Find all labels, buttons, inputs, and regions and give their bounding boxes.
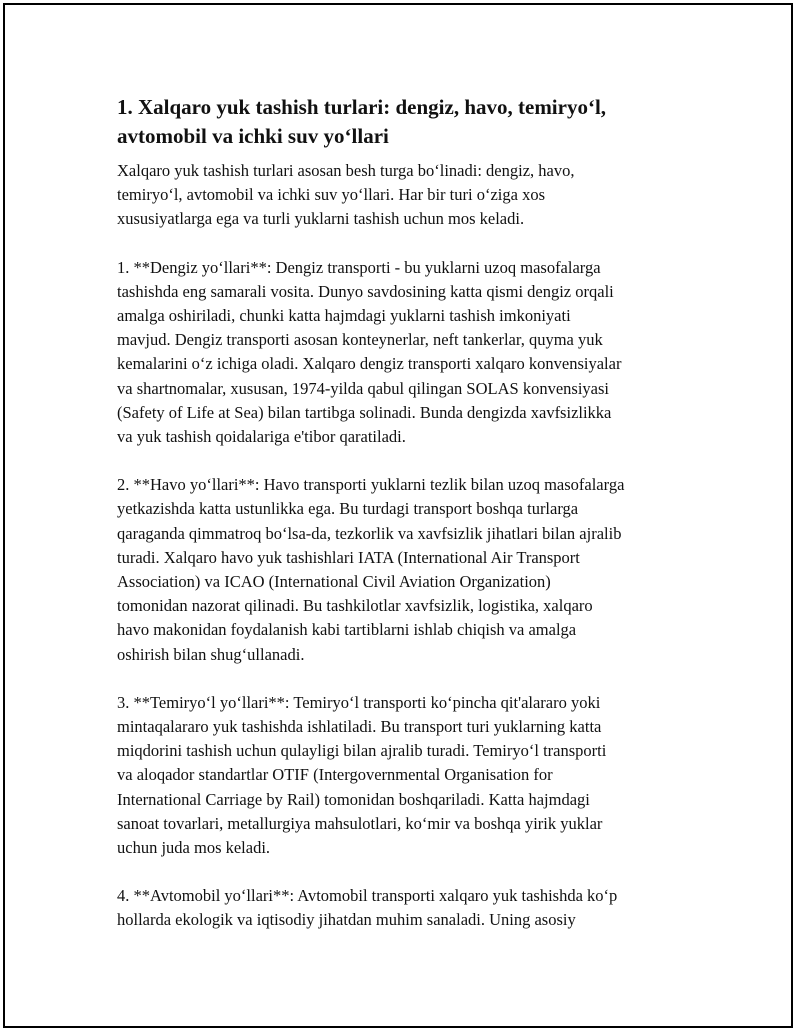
paragraph-line: va yuk tashish qoidalariga e'tibor qaratiladi. (117, 427, 406, 447)
paragraph-line: 3. **Temiryo‘l yo‘llari**: Temiryo‘l transporti ko‘pincha qit'alararo yoki (117, 692, 601, 712)
paragraph-line: (Safety of Life at Sea) bilan tartibga solinadi. Bunda dengizda xavfsizlikka (117, 402, 612, 422)
heading-line: avtomobil va ichki suv yo‘llari (117, 124, 389, 148)
paragraph-line: kemalarini o‘z ichiga oladi. Xalqaro dengiz transporti xalqaro konvensiyalar (117, 354, 622, 374)
intro-paragraph (117, 159, 687, 232)
road-routes-paragraph (117, 884, 687, 932)
paragraph-line: tashishda eng samarali vosita. Dunyo savdosining katta qismi dengiz orqali (117, 281, 614, 301)
paragraph-line: amalga oshiriladi, chunki katta hajmdagi yuklarni tashish imkoniyati (117, 306, 571, 326)
paragraph-line: uchun juda mos keladi. (117, 838, 271, 858)
paragraph-line: qaraganda qimmatroq bo‘lsa-da, tezkorlik va xavfsizlik jihatlari bilan ajralib (117, 523, 622, 543)
sea-routes-paragraph (117, 256, 687, 450)
paragraph-line: miqdorini tashish uchun qulayligi bilan ajralib turadi. Temiryo‘l transporti (117, 741, 607, 761)
document-body (117, 93, 687, 957)
paragraph-line: 1. **Dengiz yo‘llari**: Dengiz transporti - bu yuklarni uzoq masofalarga (117, 257, 601, 277)
heading-line: 1. Xalqaro yuk tashish turlari: dengiz, havo, temiryo‘l, (117, 95, 607, 119)
paragraph-line: 2. **Havo yo‘llari**: Havo transporti yuklarni tezlik bilan uzoq masofalarga (117, 475, 625, 495)
paragraph-line: 4. **Avtomobil yo‘llari**: Avtomobil transporti xalqaro yuk tashishda ko‘p (117, 886, 618, 906)
paragraph-line: International Carriage by Rail) tomonidan boshqariladi. Katta hajmdagi (117, 789, 590, 809)
paragraph-line: Xalqaro yuk tashish turlari asosan besh turga bo‘linadi: dengiz, havo, (117, 161, 575, 180)
paragraph-line: temiryo‘l, avtomobil va ichki suv yo‘llari. Har bir turi o‘ziga xos (117, 185, 545, 205)
paragraph-line: tomonidan nazorat qilinadi. Bu tashkilotlar xavfsizlik, logistika, xalqaro (117, 596, 593, 616)
paragraph-line: yetkazishda katta ustunlikka ega. Bu turdagi transport boshqa turlarga (117, 499, 579, 519)
paragraph-line: va shartnomalar, xususan, 1974-yilda qabul qilingan SOLAS konvensiyasi (117, 378, 609, 398)
paragraph-line: mintaqalararo yuk tashishda ishlatiladi. Bu transport turi yuklarning katta (117, 717, 602, 737)
air-routes-paragraph (117, 473, 687, 667)
paragraph-line: Association) va ICAO (International Civil Aviation Organization) (117, 572, 551, 592)
paragraph-line: xususiyatlarga ega va turli yuklarni tashish uchun mos keladi. (117, 209, 525, 229)
paragraph-line: mavjud. Dengiz transporti asosan konteynerlar, neft tankerlar, quyma yuk (117, 330, 603, 350)
paragraph-line: sanoat tovarlari, metallurgiya mahsulotlari, ko‘mir va boshqa yirik yuklar (117, 813, 603, 833)
paragraph-line: hollarda ekologik va iqtisodiy jihatdan muhim sanaladi. Uning asosiy (117, 910, 576, 930)
paragraph-line: va aloqador standartlar OTIF (Intergovernmental Organisation for (117, 765, 553, 785)
section-heading (117, 93, 687, 151)
rail-routes-paragraph (117, 691, 687, 860)
paragraph-line: havo makonidan foydalanish kabi tartiblarni ishlab chiqish va amalga (117, 620, 577, 640)
paragraph-line: turadi. Xalqaro havo yuk tashishlari IATA (International Air Transport (117, 547, 580, 567)
paragraph-line: oshirish bilan shug‘ullanadi. (117, 644, 305, 664)
